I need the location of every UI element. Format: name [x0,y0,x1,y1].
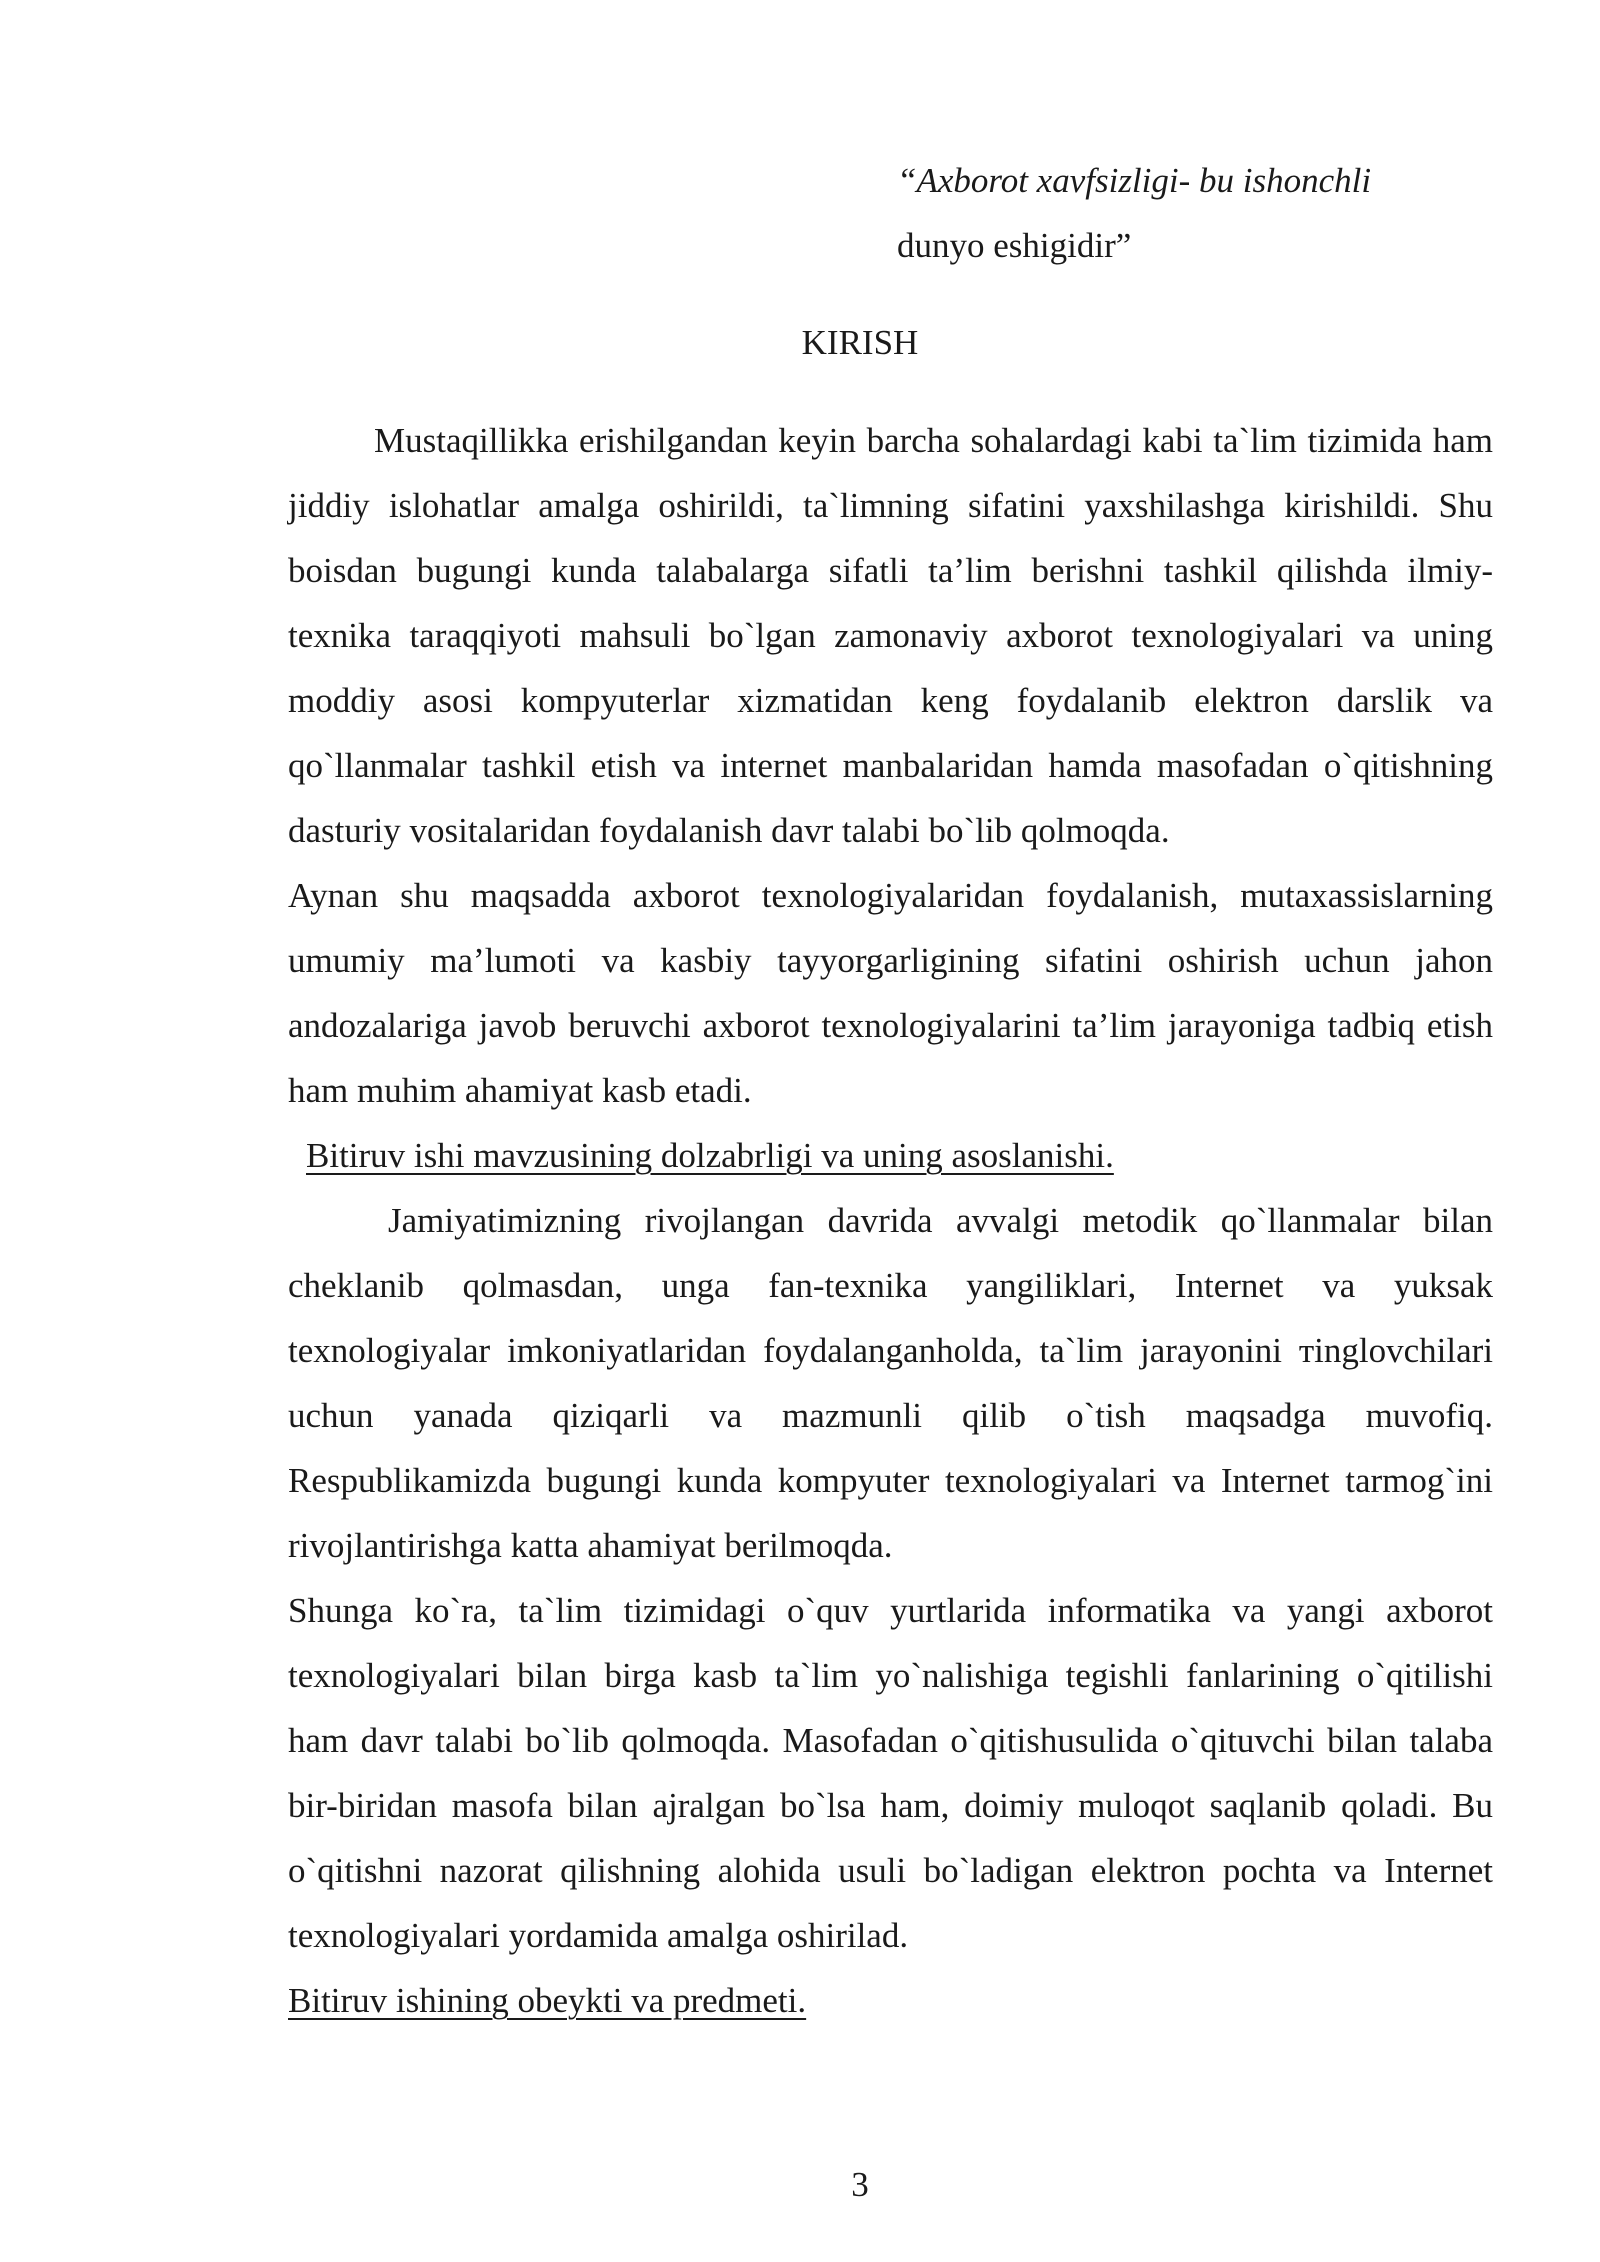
paragraph-4: Shunga ko`ra, ta`lim tizimidagi o`quv yurtlarida informatika va yangi axborot texnologiyalari bilan birga kasb ta`lim yo`nalishiga tegishli fanlarining o`qitilishi ham davr talabi bo`lib qolmoqda. Masofadan o`qitishusulida o`qituvchi bilan talaba bir-biridan masofa bilan ajralgan bo`lsa ham, doimiy muloqot saqlanib qoladi. Bu o`qitishni nazorat qilishning alohida usuli bo`ladigan elektron pochta va Internet texnologiyalari yordamida amalga oshirilad. [288,1591,1493,1955]
epigraph-line-1: “Axborot xavfsizligi- bu ishonchli [897,161,1372,200]
epigraph-line-2: dunyo eshigidir” [897,226,1132,265]
paragraph-3: Jamiyatimizning rivojlangan davrida avvalgi metodik qo`llanmalar bilan cheklanib qolmasdan, unga fan-texnika yangiliklari, Internet va yuksak texnologiyalar imkoniyatlaridan foydalanganholda, ta`lim jarayonini тinglovchilari uchun yanada qiziqarli va mazmunli qilib o`tish maqsadga muvofiq. Respublikamizda bugungi kunda kompyuter texnologiyalari va Internet tarmog`ini rivojlantirishga katta ahamiyat berilmoqda. [288,1201,1493,1565]
subsection-heading-2: Bitiruv ishining obeykti va predmeti. [288,1981,807,2020]
paragraph-1: Mustaqillikka erishilgandan keyin barcha sohalardagi kabi ta`lim tizimida ham jiddiy islohatlar amalga oshirildi, ta`limning sifatini yaxshilashga kirishildi. Shu boisdan bugungi kunda talabalarga sifatli ta’lim berishni tashkil qilishda ilmiy-texnika taraqqiyoti mahsuli bo`lgan zamonaviy axborot texnologiyalari va uning moddiy asosi kompyuterlar xizmatidan keng foydalanib elektron darslik va qo`llanmalar tashkil etish va internet manbalaridan hamda masofadan o`qitishning dasturiy vositalaridan foydalanish davr talabi bo`lib qolmoqda. [288,421,1493,850]
section-heading: KIRISH [801,323,919,362]
page-number: 3 [851,2165,869,2204]
epigraph [897,148,1517,278]
body-text [288,408,1493,2033]
subsection-heading-1: Bitiruv ishi mavzusining dolzabrligi va uning asoslanishi. [306,1136,1114,1175]
paragraph-2: Aynan shu maqsadda axborot texnologiyalaridan foydalanish, mutaxassislarning umumiy ma’lumoti va kasbiy tayyorgarligining sifatini oshirish uchun jahon andozalariga javob beruvchi axborot texnologiyalarini ta’lim jarayoniga tadbiq etish ham muhim ahamiyat kasb etadi. [288,876,1493,1110]
